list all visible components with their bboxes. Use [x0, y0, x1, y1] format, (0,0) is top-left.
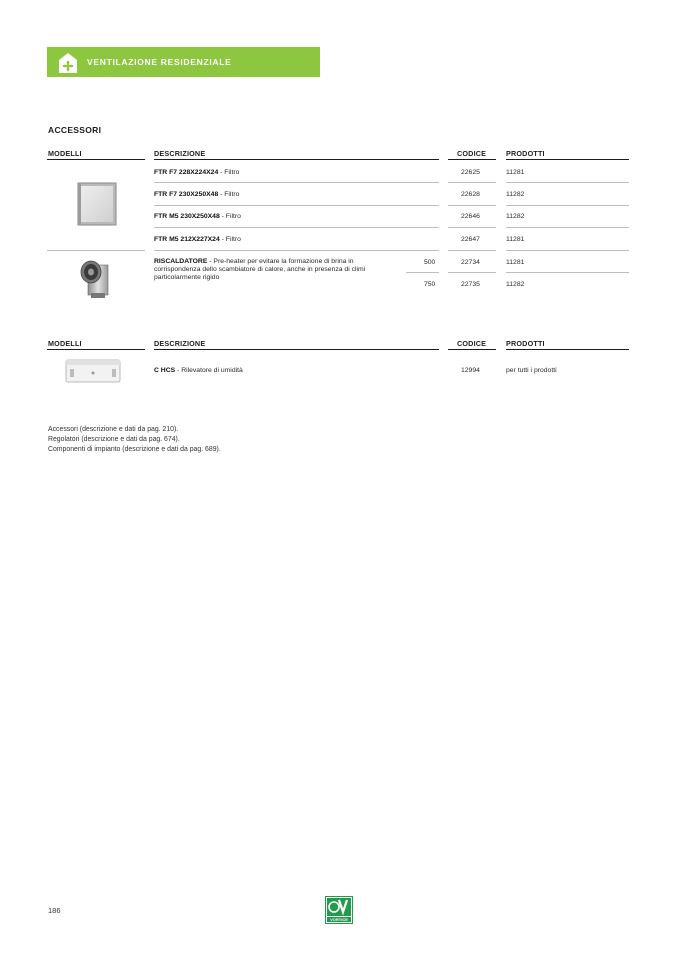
product-code: 22646	[461, 213, 480, 220]
note-line: Regolatori (descrizione e dati da pag. 674).	[48, 436, 180, 443]
row-divider	[506, 227, 629, 228]
row-divider	[448, 182, 496, 183]
header-rule	[506, 349, 629, 350]
svg-text:VORTICE: VORTICE	[330, 917, 348, 923]
page-notes	[48, 425, 221, 455]
product-code: 22628	[461, 191, 480, 198]
header-rule	[154, 159, 439, 160]
row-divider	[448, 272, 496, 273]
heater-diameter: 750	[424, 281, 436, 288]
product-code: 22647	[461, 236, 480, 243]
row-divider	[506, 182, 629, 183]
table-row	[154, 258, 394, 282]
col-header-modelli: MODELLI	[48, 149, 82, 158]
note-line: Componenti di impianto (descrizione e dati da pag. 689).	[48, 446, 221, 453]
page-number: 186	[48, 906, 61, 915]
header-rule	[47, 159, 145, 160]
compatible-products: 11281	[506, 169, 525, 176]
compatible-products: 11281	[506, 259, 525, 266]
col-header-descrizione: DESCRIZIONE	[154, 149, 206, 158]
row-divider	[448, 205, 496, 206]
accessory-name: FTR M5 212X227X24	[154, 236, 220, 243]
header-rule	[448, 349, 496, 350]
table-row	[154, 367, 243, 375]
header-rule	[448, 159, 496, 160]
header-rule	[154, 349, 439, 350]
product-code: 22625	[461, 169, 480, 176]
col-header-codice: CODICE	[457, 339, 487, 348]
table-row	[154, 213, 241, 221]
accessory-description: - Rilevatore di umidità	[175, 367, 243, 374]
header-rule	[47, 349, 145, 350]
row-divider	[448, 250, 496, 251]
table-row	[154, 236, 241, 244]
col-header-modelli: MODELLI	[48, 339, 82, 348]
accessory-description: - Filtro	[218, 191, 240, 198]
accessory-name: RISCALDATORE	[154, 258, 208, 265]
product-code: 22734	[461, 259, 480, 266]
accessory-name: FTR F7 230X250X48	[154, 191, 219, 198]
compatible-products: 11282	[506, 281, 525, 288]
col-header-prodotti: PRODOTTI	[506, 149, 545, 158]
row-divider	[154, 227, 439, 228]
compatible-products: per tutti i prodotti	[506, 367, 557, 374]
heater-product-image	[79, 255, 113, 299]
page-title: ACCESSORI	[48, 125, 102, 135]
table-row	[154, 169, 239, 177]
accessory-name: FTR M5 230X250X48	[154, 213, 220, 220]
house-fan-icon	[58, 52, 78, 74]
section-header-title: VENTILAZIONE RESIDENZIALE	[87, 57, 232, 67]
row-divider	[448, 227, 496, 228]
table-row	[154, 191, 239, 199]
accessory-description: - Filtro	[219, 213, 241, 220]
product-code: 12994	[461, 367, 480, 374]
accessory-name: C HCS	[154, 367, 176, 374]
compatible-products: 11282	[506, 213, 525, 220]
accessory-description: - Pre-heater per evitare la formazione di brina in corrispondenza dello scambiatore di calore, anche in presenza di climi particolarmente rigido	[154, 258, 366, 281]
col-header-descrizione: DESCRIZIONE	[154, 339, 206, 348]
humidity-sensor-image	[64, 357, 122, 385]
row-divider	[506, 272, 629, 273]
row-divider	[406, 272, 439, 273]
col-header-codice: CODICE	[457, 149, 487, 158]
accessory-description: - Filtro	[218, 169, 240, 176]
compatible-products: 11281	[506, 236, 525, 243]
row-divider	[154, 205, 439, 206]
vortice-logo	[325, 896, 353, 924]
row-divider	[47, 250, 145, 251]
col-header-prodotti: PRODOTTI	[506, 339, 545, 348]
compatible-products: 11282	[506, 191, 525, 198]
row-divider	[154, 250, 439, 251]
heater-diameter: 500	[424, 259, 436, 266]
filter-product-image	[77, 182, 117, 226]
header-rule	[506, 159, 629, 160]
product-code: 22735	[461, 281, 480, 288]
row-divider	[506, 205, 629, 206]
accessory-name: FTR F7 228X224X24	[154, 169, 219, 176]
row-divider	[154, 182, 439, 183]
accessory-description: - Filtro	[219, 236, 241, 243]
note-line: Accessori (descrizione e dati da pag. 210).	[48, 426, 179, 433]
row-divider	[506, 250, 629, 251]
